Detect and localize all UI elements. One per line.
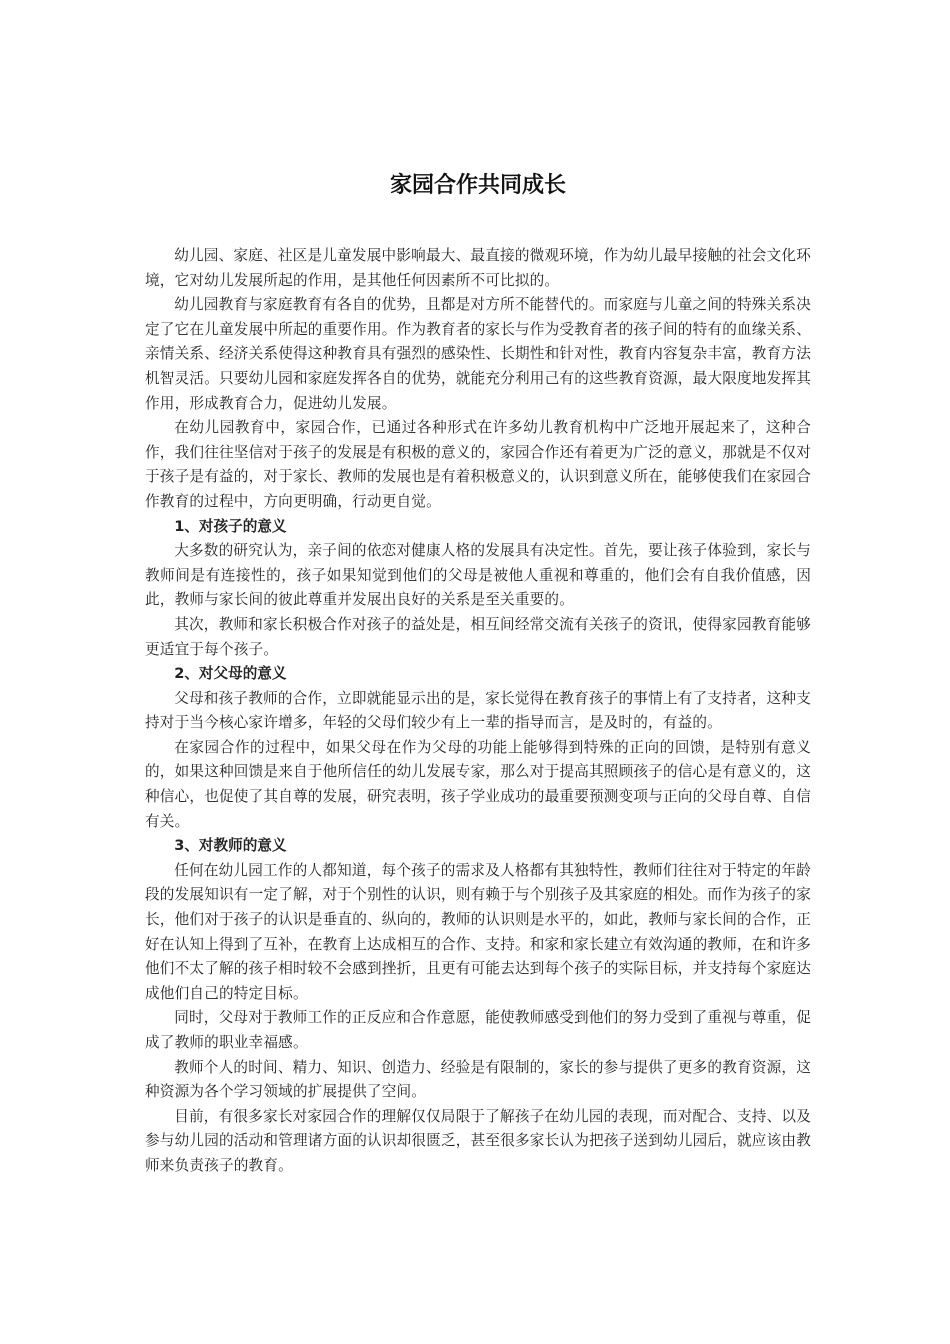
document-title: 家园合作共同成长 <box>389 173 566 198</box>
paragraph-current-situation: 目前，有很多家长对家园合作的理解仅仅局限于了解孩子在幼儿园的表现，而对配合、支持、以及参与幼儿园的活动和管理诸方面的认识却很匮乏，甚至很多家长认为把孩子送到幼儿园后，就应该由教师来负责孩子的教育。 <box>145 1107 811 1174</box>
paragraph-intro-environment: 幼儿园、家庭、社区是儿童发展中影响最大、最直接的微观环境，作为幼儿最早接触的社会文化环境，它对幼儿发展所起的作用，是其他任何因素所不可比拟的。 <box>145 247 811 289</box>
paragraph-family-education-advantages: 幼儿园教育与家庭教育有各自的优势，且都是对方所不能替代的。而家庭与儿童之间的特殊关系决定了它在儿童发展中所起的重要作用。作为教育者的家长与作为受教育者的孩子间的特有的血缘关系、亲情关系、经济关系使得这种教育具有强烈的感染性、长期性和针对性，教育内容复杂丰富，教育方法机智灵活。只要幼儿园和家庭发挥各自的优势，就能充分利用己有的这些教育资源，最大限度地发挥其作用，形成教育合力，促进幼儿发展。 <box>145 296 811 412</box>
paragraph-attachment-research: 大多数的研究认为，亲子间的依恋对健康人格的发展具有决定性。首先，要让孩子体验到，家长与教师间是有连接性的，孩子如果知觉到他们的父母是被他人重视和尊重的，他们会有自我价值感，因此，教师与家长间的彼此尊重并发展出良好的关系是至关重要的。 <box>145 542 811 609</box>
paragraph-teacher-wellbeing: 同时，父母对于教师工作的正反应和合作意愿，能使教师感受到他们的努力受到了重视与尊重，促成了教师的职业幸福感。 <box>145 1009 811 1051</box>
section-heading-teachers: 3、对教师的意义 <box>174 837 287 855</box>
paragraph-parent-support: 父母和孩子教师的合作，立即就能显示出的是，家长觉得在教育孩子的事情上有了支持者，这种支持对于当今核心家许增多，年轻的父母们较少有上一辈的指导而言，是及时的，有益的。 <box>145 689 811 732</box>
paragraph-home-school-cooperation: 在幼儿园教育中，家园合作，已通过各种形式在许多幼儿教育机构中广泛地开展起来了，这种合作，我们往往坚信对于孩子的发展是有积极的意义的，家园合作还有着更为广泛的意义，那就是不仅对于孩子是有益的，对于家长、教师的发展也是有着积极意义的，认识到意义所在，能够使我们在家园合作教育的过程中，方向更明确，行动更自觉。 <box>145 419 811 510</box>
section-heading-parents: 2、对父母的意义 <box>174 665 287 683</box>
paragraph-teacher-understanding: 任何在幼儿园工作的人都知道，每个孩子的需求及人格都有其独特性，教师们往往对于特定的年龄段的发展知识有一定了解，对于个别性的认识，则有赖于与个别孩子及其家庭的相处。而作为孩子的家长，他们对于孩子的认识是垂直的、纵向的，教师的认识则是水平的，如此，教师与家长间的合作，正好在认知上得到了互补，在教育上达成相互的合作、支持。和家和家长建立有效沟通的教师，在和许多他们不太了解的孩子相时较不会感到挫折，且更有可能去达到每个孩子的实际目标，并支持每个家庭达成他们自己的特定目标。 <box>145 861 811 1002</box>
paragraph-teacher-resources: 教师个人的时间、精力、知识、创造力、经验是有限制的，家长的参与提供了更多的教育资源，这种资源为各个学习领域的扩展提供了空间。 <box>145 1058 811 1101</box>
document-page <box>145 170 811 1179</box>
paragraph-teacher-parent-exchange: 其次，教师和家长积极合作对孩子的益处是，相互间经常交流有关孩子的资讯，使得家园教育能够更适宜于每个孩子。 <box>145 615 811 658</box>
paragraph-parent-feedback: 在家园合作的过程中，如果父母在作为父母的功能上能够得到特殊的正向的回馈，是特别有意义的，如果这种回馈是来自于他所信任的幼儿发展专家，那么对于提高其照顾孩子的信心是有意义的，这种信心，也促使了其自尊的发展，研究表明，孩子学业成功的最重要预测变项与正向的父母自尊、自信有关。 <box>145 738 811 830</box>
section-heading-children: 1、对孩子的意义 <box>174 517 287 535</box>
